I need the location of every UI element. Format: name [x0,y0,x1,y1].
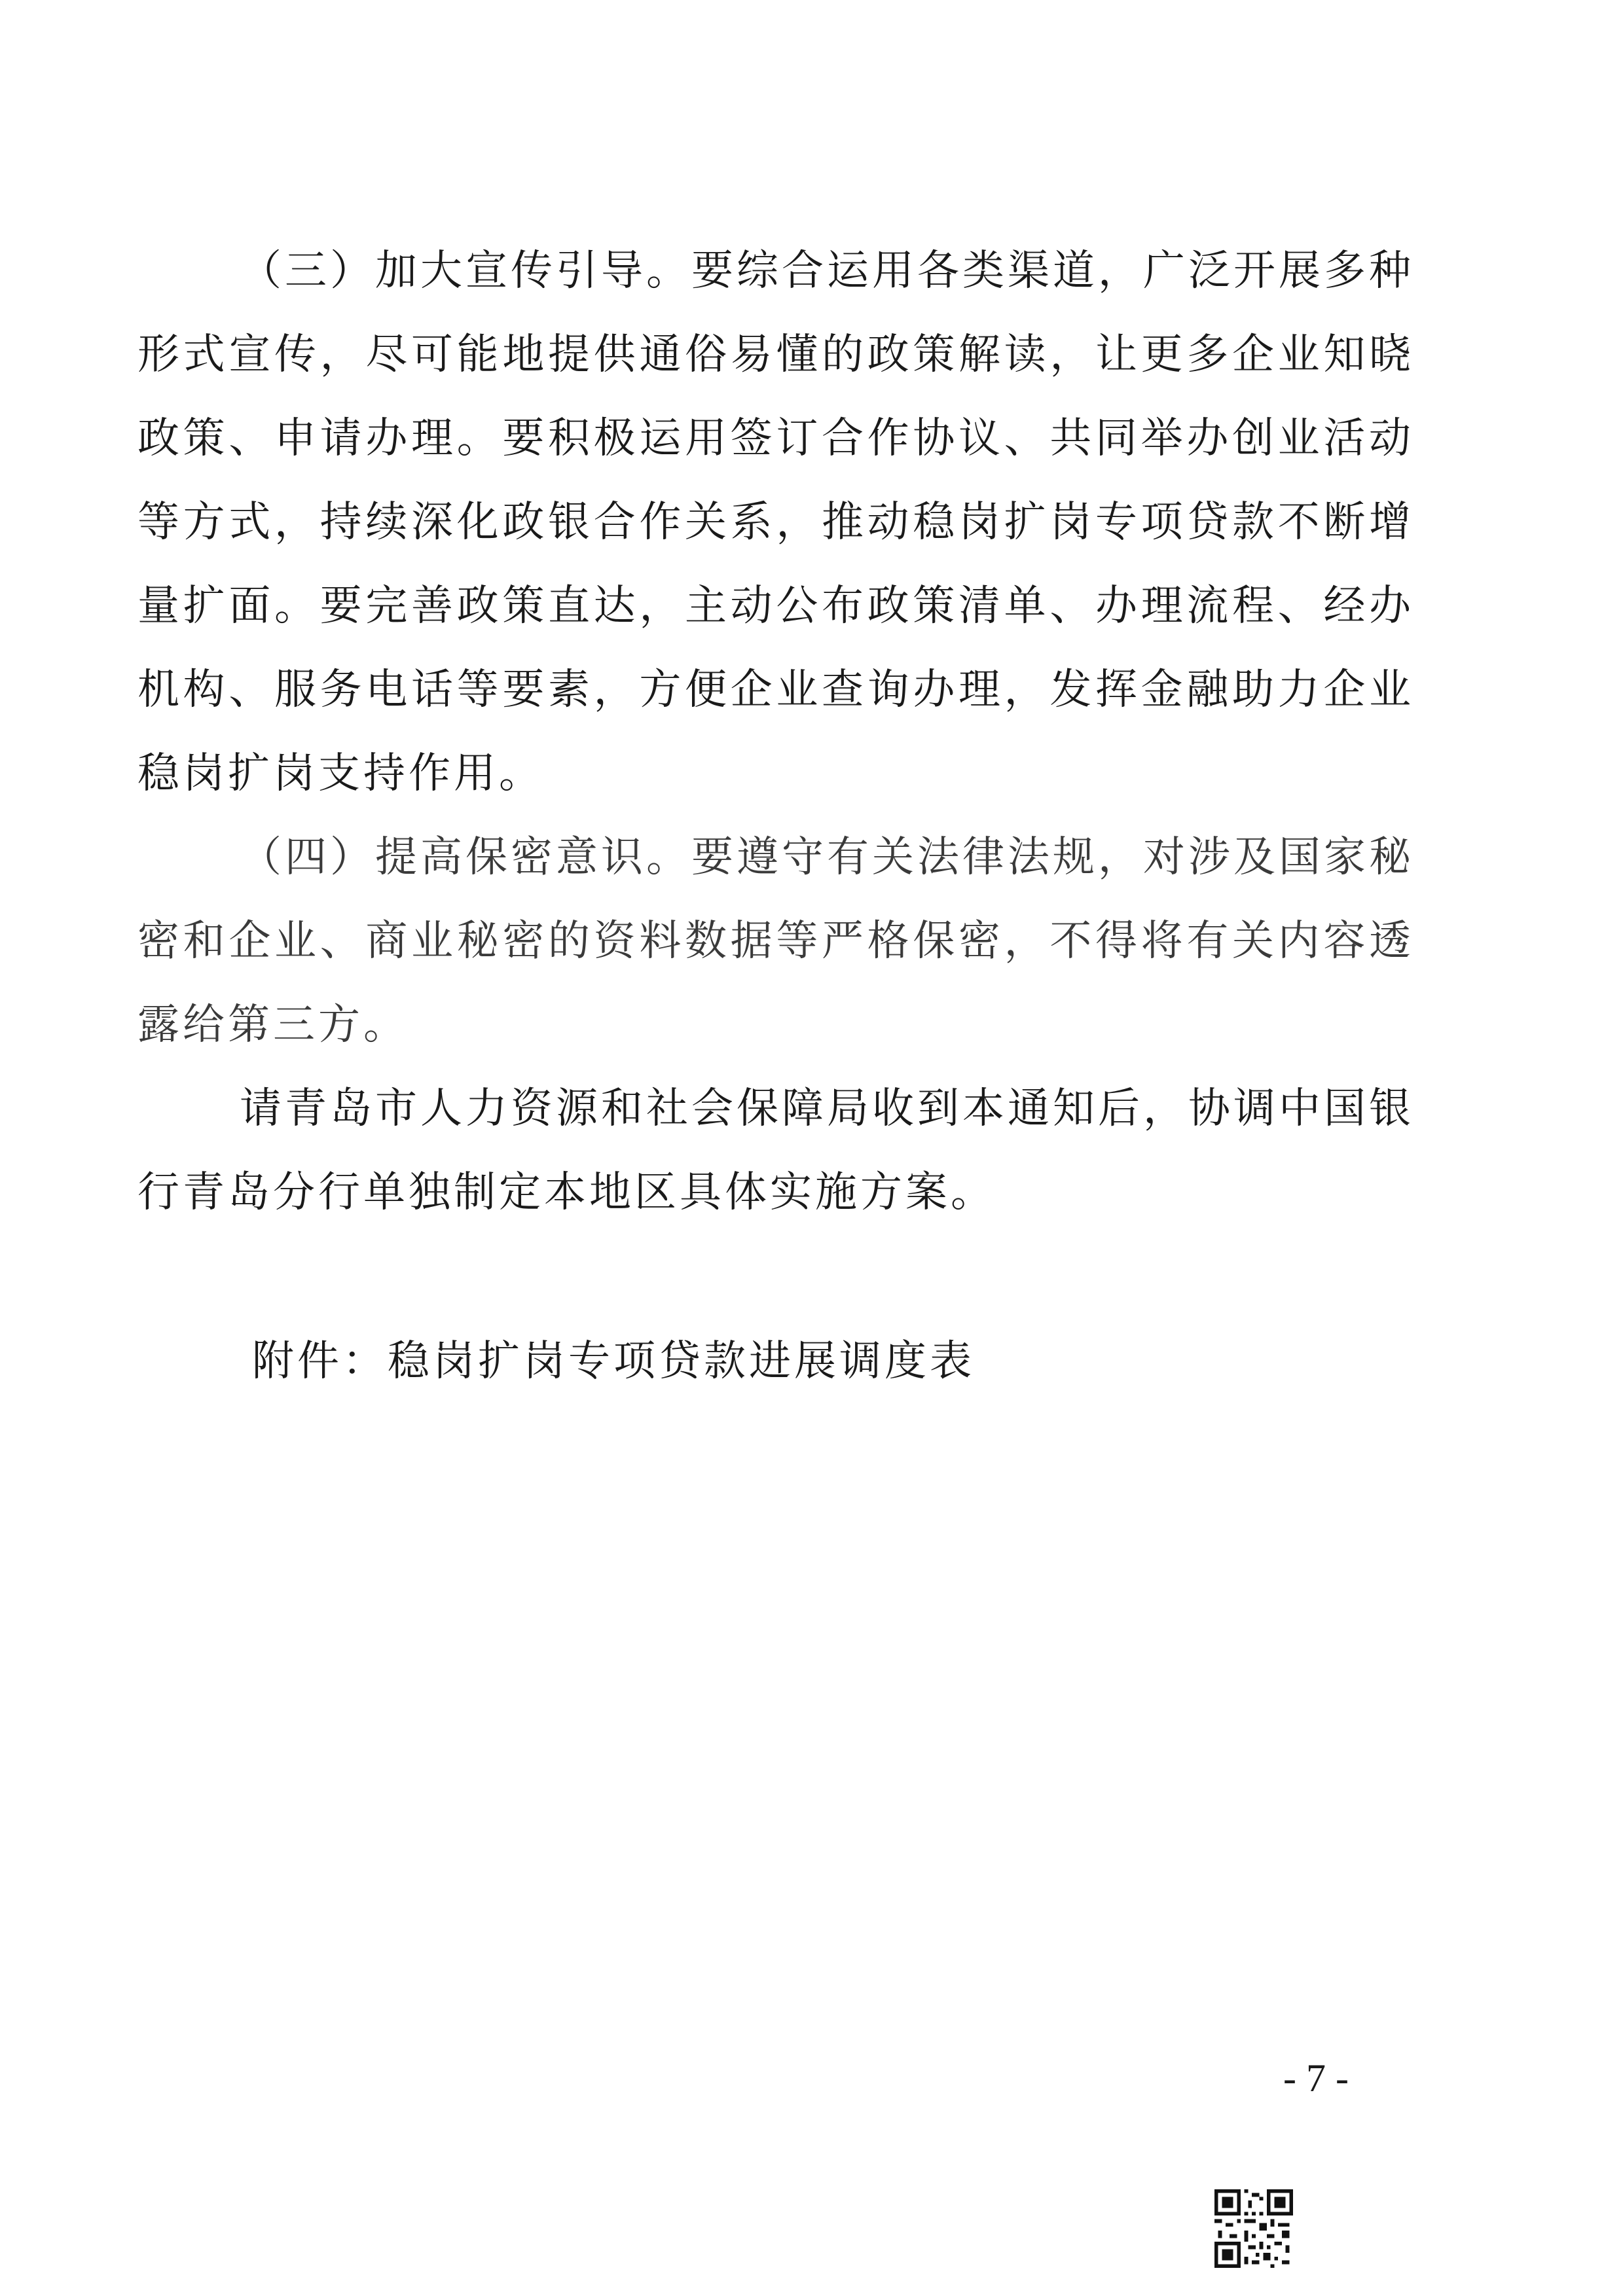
qr-code-icon [1214,2189,1293,2268]
paragraph-instruction: 请青岛市人力资源和社会保障局收到本通知后，协调中国银行青岛分行单独制定本地区具体实施方案。 [137,1085,1414,1217]
paragraph-confidentiality: （四）提高保密意识。要遵守有关法律法规，对涉及国家秘密和企业、商业秘密的资料数据等严格保密，不得将有关内容透露给第三方。 [137,833,1414,1049]
attachment-line: 附件：稳岗扩岗专项贷款进展调度表 [252,1337,975,1386]
body-text [137,229,1414,1234]
page-number: - 7 - [1283,2056,1349,2100]
paragraph-publicity: （三）加大宣传引导。要综合运用各类渠道，广泛开展多种形式宣传，尽可能地提供通俗易懂的政策解读，让更多企业知晓政策、申请办理。要积极运用签订合作协议、共同举办创业活动等方式，持续深化政银合作关系，推动稳岗扩岗专项贷款不断增量扩面。要完善政策直达，主动公布政策清单、办理流程、经办机构、服务电话等要素，方便企业查询办理，发挥金融助力企业稳岗扩岗支持作用。 [137,247,1414,798]
